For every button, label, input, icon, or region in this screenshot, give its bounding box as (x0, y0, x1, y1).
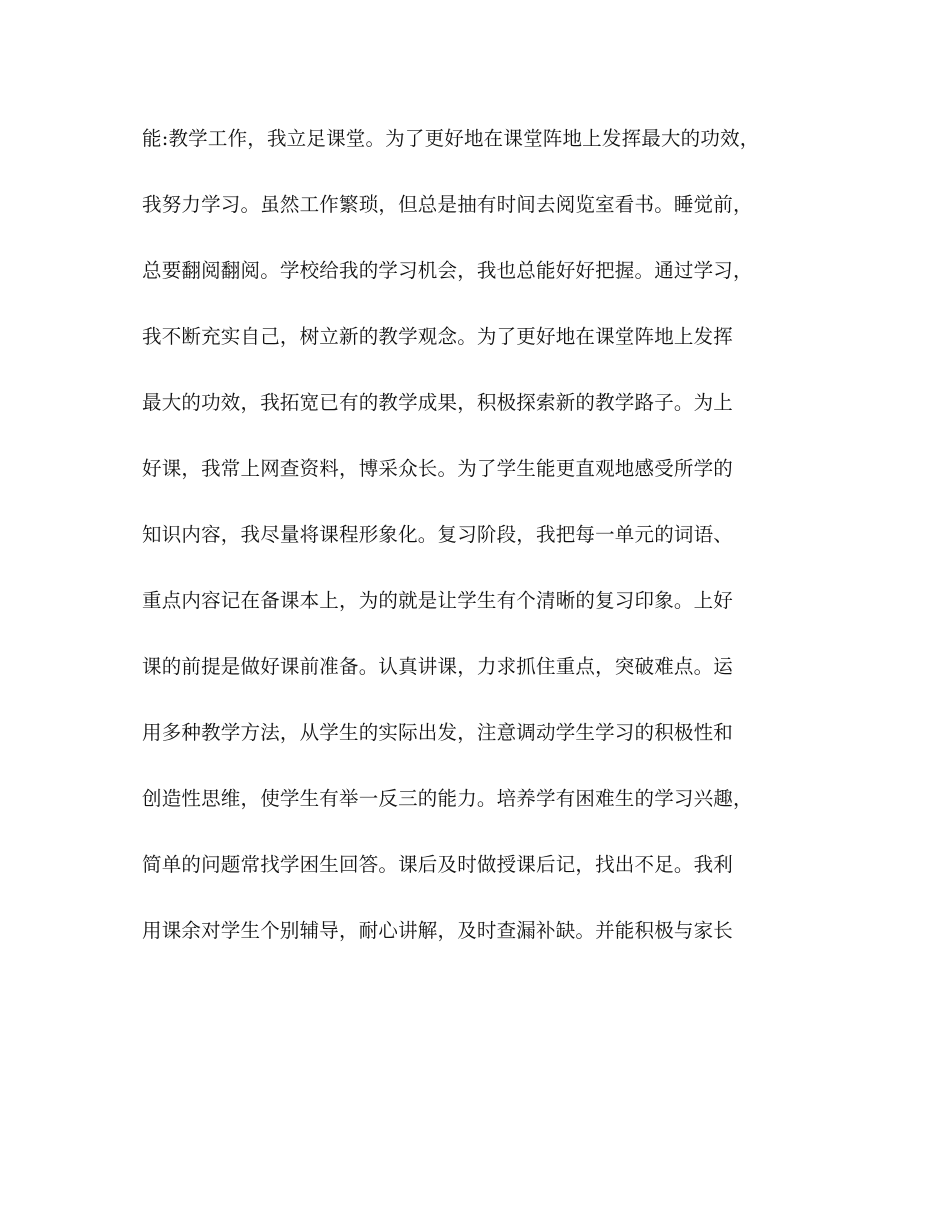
text-line-5: 最大的功效，我拓宽已有的教学成果，积极探索新的教学路子。为上 (142, 391, 734, 414)
text-line-3: 总要翻阅翻阅。学校给我的学习机会，我也总能好好把握。通过学习， (142, 259, 753, 282)
text-line-1: 能:教学工作，我立足课堂。为了更好地在课堂阵地上发挥最大的功效， (142, 127, 760, 150)
text-line-6: 好课，我常上网查资料，博采众长。为了学生能更直观地感受所学的 (142, 457, 734, 480)
text-line-7: 知识内容，我尽量将课程形象化。复习阶段，我把每一单元的词语、 (142, 523, 734, 546)
body-text (142, 122, 842, 980)
text-line-8: 重点内容记在备课本上，为的就是让学生有个清晰的复习印象。上好 (142, 589, 734, 612)
text-line-9: 课的前提是做好课前准备。认真讲课，力求抓住重点，突破难点。运 (142, 655, 734, 678)
text-line-13: 用课余对学生个别辅导，耐心讲解，及时查漏补缺。并能积极与家长 (142, 919, 734, 942)
text-line-11: 创造性思维，使学生有举一反三的能力。培养学有困难生的学习兴趣， (142, 787, 753, 810)
text-line-4: 我不断充实自己，树立新的教学观念。为了更好地在课堂阵地上发挥 (142, 325, 734, 348)
text-line-10: 用多种教学方法，从学生的实际出发，注意调动学生学习的积极性和 (142, 721, 734, 744)
text-line-12: 简单的问题常找学困生回答。课后及时做授课后记，找出不足。我利 (142, 853, 734, 876)
text-line-2: 我努力学习。虽然工作繁琐，但总是抽有时间去阅览室看书。睡觉前， (142, 193, 753, 216)
